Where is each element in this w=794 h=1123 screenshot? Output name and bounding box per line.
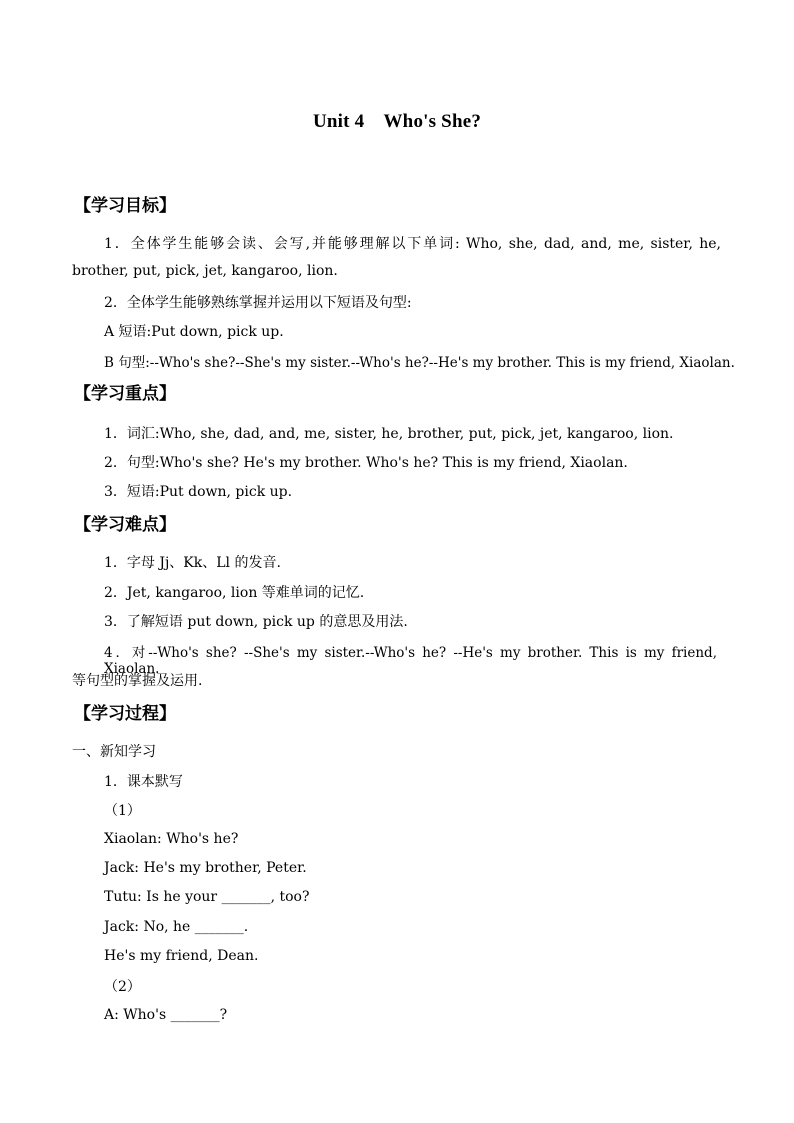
dialogue-1-label: （1）: [104, 803, 141, 819]
difficulty-2: 2．Jet, kangaroo, lion 等难单词的记忆.: [104, 585, 365, 601]
section-heading-key-points: 【学习重点】: [74, 384, 176, 404]
dialogue-2-line-1: A: Who's _______?: [104, 1007, 228, 1023]
goal-item-2: 2．全体学生能够熟练掌握并运用以下短语及句型:: [104, 295, 412, 311]
key-point-3: 3．短语:Put down, pick up.: [104, 484, 293, 500]
goal-item-1-line-1: 1．全体学生能够会读、会写,并能够理解以下单词: Who, she, dad, and, me, sister, he,: [104, 236, 721, 252]
goal-item-2-sentences: B 句型:--Who's she?--She's my sister.--Who's he?--He's my brother. This is my friend, Xiaolan.: [104, 355, 735, 371]
dialogue-1-line-3: Tutu: Is he your _______, too?: [104, 889, 310, 905]
section-heading-process: 【学习过程】: [74, 704, 176, 724]
key-point-2: 2．句型:Who's she? He's my brother. Who's he? This is my friend, Xiaolan.: [104, 455, 628, 471]
process-part-1: 一、新知学习: [72, 744, 156, 760]
process-sub-1: 1．课本默写: [104, 774, 183, 790]
dialogue-2-label: （2）: [104, 979, 141, 995]
dialogue-1-line-2: Jack: He's my brother, Peter.: [104, 860, 307, 876]
dialogue-1-line-5: He's my friend, Dean.: [104, 948, 259, 964]
key-point-1: 1．词汇:Who, she, dad, and, me, sister, he, brother, put, pick, jet, kangaroo, lion.: [104, 426, 674, 442]
difficulty-3: 3．了解短语 put down, pick up 的意思及用法.: [104, 614, 408, 630]
goal-item-2-phrases: A 短语:Put down, pick up.: [104, 324, 284, 340]
dialogue-1-line-1: Xiaolan: Who's he?: [104, 831, 239, 847]
difficulty-4-line-1: 4．对--Who's she? --She's my sister.--Who's he? --He's my brother. This is my friend, Xiaolan.: [104, 645, 717, 677]
goal-item-1-line-2: brother, put, pick, jet, kangaroo, lion.: [72, 263, 338, 279]
dialogue-1-line-4: Jack: No, he _______.: [104, 919, 249, 935]
difficulty-1: 1．字母 Jj、Kk、Ll 的发音.: [104, 555, 281, 571]
difficulty-4-line-2: 等句型的掌握及运用.: [72, 673, 203, 689]
section-heading-goals: 【学习目标】: [74, 196, 176, 216]
section-heading-difficulties: 【学习难点】: [74, 515, 176, 535]
page-title: Unit 4 Who's She?: [312, 111, 482, 132]
